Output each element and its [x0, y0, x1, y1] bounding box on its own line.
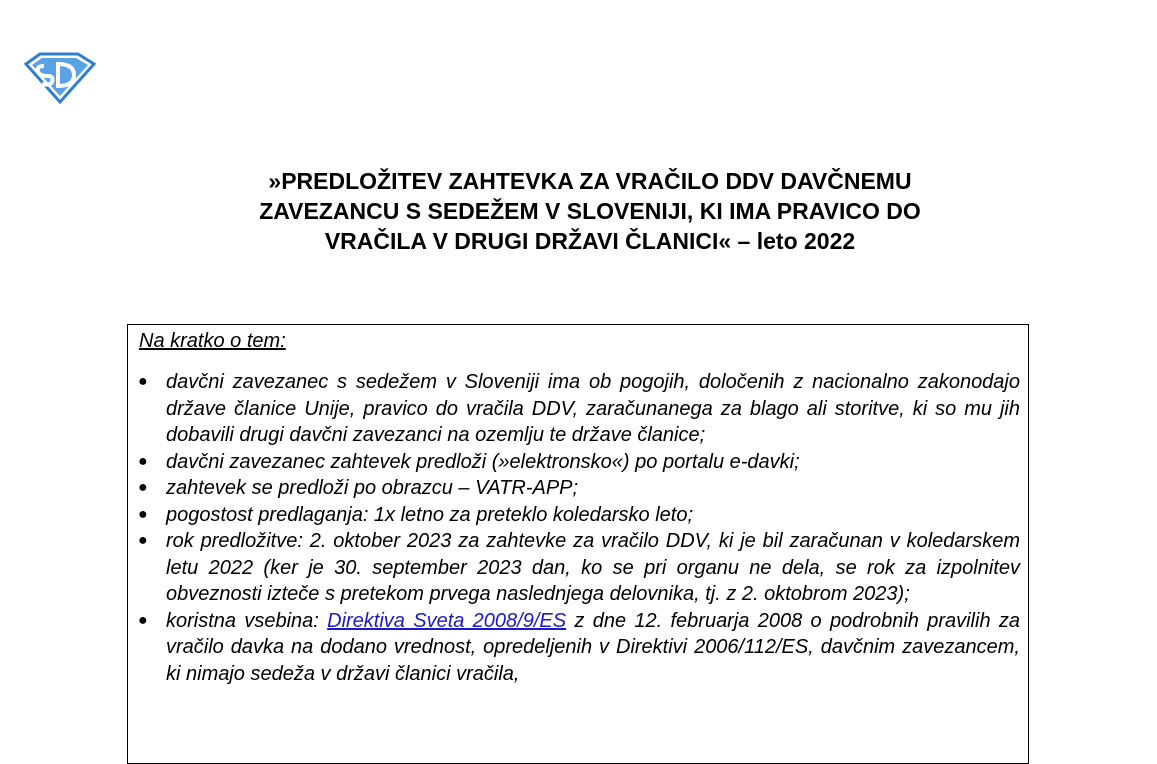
list-item — [128, 449, 1022, 476]
list-item-text: davčni zavezanec s sedežem v Sloveniji ima ob pogojih, določenih z nacionalno zakonodajo države članice Unije, pravico do vračila DDV, zaračunanega za blago ali storitve, ki so mu jih dobavili drugi davčni zavezanci na ozemlju te države članice; — [166, 371, 1020, 446]
bullet-icon: ● — [138, 532, 148, 549]
list-item-text: davčni zavezanec zahtevek predloži (»elektronsko«) po portalu e-davki; — [166, 450, 800, 473]
bullet-icon: ● — [138, 373, 148, 390]
bullet-icon: ● — [138, 479, 148, 496]
list-item — [128, 475, 1022, 502]
list-item-text: zahtevek se predloži po obrazcu – VATR-APP; — [166, 477, 579, 499]
summary-list — [128, 369, 1022, 687]
title-line-3: VRAČILA V DRUGI DRŽAVI ČLANICI« – leto 2022 — [324, 228, 856, 254]
list-item — [128, 528, 1022, 608]
list-item-prefix: koristna vsebina: — [166, 609, 328, 632]
logo-shield-icon — [22, 50, 96, 104]
title-line-1: »PREDLOŽITEV ZAHTEVKA ZA VRAČILO DDV DAVČNEMU — [268, 168, 912, 194]
list-item — [128, 369, 1022, 449]
bullet-icon: ● — [138, 611, 148, 629]
bullet-icon: ● — [138, 505, 148, 523]
summary-heading: Na kratko o tem: — [139, 330, 286, 352]
list-item-text: rok predložitve: 2. oktober 2023 za zahtevke za vračilo DDV, ki je bil zaračunan v koledarskem letu 2022 (ker je 30. september 2023 dan, ko se pri organu ne dela, se rok za izpolnitev obveznosti izteče s pretekom prvega naslednjega delovnika, tj. z 2. oktobrom 2023); — [166, 530, 1020, 605]
directive-link[interactable]: Direktiva Sveta 2008/9/ES — [327, 609, 567, 632]
document-title — [150, 166, 1030, 256]
list-item — [128, 502, 1022, 529]
summary-box — [127, 324, 1029, 764]
list-item-suffix: z dne 12. februarja 2008 o podrobnih pravilih za vračilo davka na dodano vrednost, opredeljenih v Direktivi 2006/112/ES, davčnim zavezancem, ki nimajo sedeža v državi članici vračila, — [166, 609, 1020, 685]
list-item-text: pogostost predlaganja: 1x letno za preteklo koledarsko leto; — [166, 503, 694, 526]
title-line-2: ZAVEZANCU S SEDEŽEM V SLOVENIJI, KI IMA PRAVICO DO — [259, 198, 921, 224]
list-item — [128, 608, 1022, 688]
bullet-icon: ● — [138, 452, 148, 470]
